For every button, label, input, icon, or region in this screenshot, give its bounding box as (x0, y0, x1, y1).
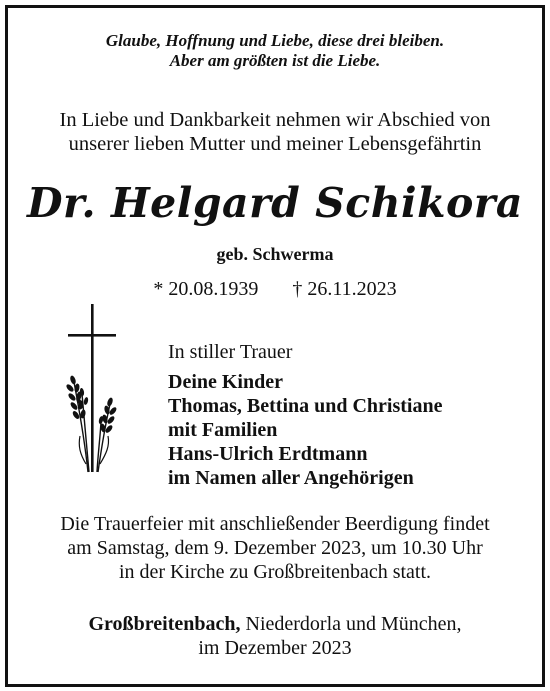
cross-with-wheat-icon (64, 304, 124, 474)
bible-quote-line-1: Glaube, Hoffnung und Liebe, diese drei bleiben. (105, 31, 445, 50)
closing-other-places: Niederdorla und München, (240, 613, 462, 635)
mourner-line: im Namen aller Angehörigen (168, 467, 414, 489)
mourning-lead: In stiller Trauer (168, 341, 293, 363)
closing-place-date (0, 612, 550, 660)
mourner-line: Deine Kinder (168, 371, 283, 393)
mourners-block (168, 340, 528, 490)
ceremony-line-1: Die Trauerfeier mit anschließender Beerdigung findet (60, 513, 490, 535)
mourner-line: Hans-Ulrich Erdtmann (168, 443, 368, 465)
bible-quote-line-2: Aber am größten ist die Liebe. (169, 51, 381, 70)
mourner-line: Thomas, Bettina und Christiane (168, 395, 443, 417)
closing-main-place: Großbreitenbach, (88, 613, 241, 635)
closing-places (0, 612, 550, 636)
bible-quote (0, 31, 550, 71)
mourner-line: mit Familien (168, 419, 278, 441)
intro-line-2: unserer lieben Mutter und meiner Lebensgefährtin (68, 133, 482, 155)
birth-date: * 20.08.1939 (153, 278, 259, 300)
intro-text (0, 108, 550, 156)
closing-date: im Dezember 2023 (198, 637, 352, 659)
life-dates (0, 277, 550, 301)
death-date: † 26.11.2023 (292, 278, 397, 300)
maiden-name: geb. Schwerma (216, 244, 334, 264)
intro-line-1: In Liebe und Dankbarkeit nehmen wir Abschied von (59, 109, 491, 131)
ceremony-line-3: in der Kirche zu Großbreitenbach statt. (118, 561, 432, 583)
ceremony-info (0, 512, 550, 584)
ceremony-line-2: am Samstag, dem 9. Dezember 2023, um 10.30 Uhr (67, 537, 483, 559)
deceased-name: Dr. Helgard Schikora (27, 179, 523, 227)
